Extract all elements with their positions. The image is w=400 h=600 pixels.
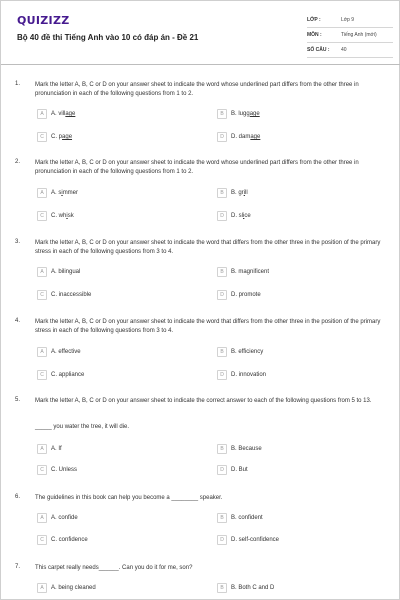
question-text: Mark the letter A, B, C or D on your answer sheet to indicate the word whose underlined part differs from the other three in pronunciation in each of the following questions from 1 to 2. — [35, 160, 359, 175]
option-c[interactable]: C C. confidence — [37, 535, 187, 547]
question-text: Mark the letter A, B, C or D on your answer sheet to indicate the word that differs from the other three in the position of the primary stress in each of the following questions from 3 to 4. — [35, 319, 381, 334]
option-b[interactable]: B B. grill — [217, 188, 367, 200]
question-number: 3. — [15, 239, 21, 245]
option-letter-box: B — [217, 583, 227, 593]
option-letter-box: B — [217, 513, 227, 523]
option-letter-box: A — [37, 444, 47, 454]
option-c[interactable]: C C. appliance — [37, 370, 187, 382]
option-a[interactable]: A A. confide — [37, 513, 187, 525]
meta-row-question-count — [307, 44, 393, 58]
question-text: Mark the letter A, B, C or D on your answer sheet to indicate the correct answer to each of the following questions from 5 to 13. — [35, 398, 372, 404]
worksheet-header — [1, 1, 400, 65]
question-number: 5. — [15, 397, 21, 403]
option-letter-box: C — [37, 370, 47, 380]
option-d[interactable]: D D. innovation — [217, 370, 367, 382]
option-letter-box: D — [217, 465, 227, 475]
option-c[interactable]: C C. Unless — [37, 465, 187, 477]
option-letter-box: B — [217, 444, 227, 454]
option-d[interactable]: D D. damage — [217, 132, 367, 144]
option-a[interactable]: A A. simmer — [37, 188, 187, 200]
question-number: 4. — [15, 318, 21, 324]
question-sentence: _____ you water the tree, it will die. — [35, 424, 130, 430]
option-b[interactable]: B B. luggage — [217, 109, 367, 121]
meta-label: SỐ CÂU : — [307, 47, 330, 53]
option-letter-box: C — [37, 535, 47, 545]
option-d[interactable]: D D. slice — [217, 211, 367, 223]
question-number: 7. — [15, 564, 21, 570]
option-letter-box: B — [217, 109, 227, 119]
option-d[interactable]: D D. But — [217, 465, 367, 477]
meta-underline — [307, 27, 393, 28]
option-letter-box: A — [37, 188, 47, 198]
meta-value: Lớp 9 — [341, 17, 355, 23]
option-letter-box: A — [37, 109, 47, 119]
option-b[interactable]: B B. Both C and D — [217, 583, 367, 595]
meta-underline — [307, 57, 393, 58]
question-number: 6. — [15, 494, 21, 500]
quizizz-logo[interactable]: QUIZIZZ — [17, 14, 70, 27]
worksheet-title: Bộ 40 đề thi Tiếng Anh vào 10 có đáp án - Đề 21 — [17, 33, 199, 42]
question-text: The guidelines in this book can help you become a ________ speaker. — [35, 495, 223, 501]
option-letter-box: B — [217, 267, 227, 277]
question-number: 2. — [15, 159, 21, 165]
question-text: This carpet really needs______. Can you do it for me, son? — [35, 565, 193, 571]
option-b[interactable]: B B. confident — [217, 513, 367, 525]
option-a[interactable]: A A. village — [37, 109, 187, 121]
option-d[interactable]: D D. promote — [217, 290, 367, 302]
option-letter-box: D — [217, 370, 227, 380]
option-letter-box: A — [37, 267, 47, 277]
option-c[interactable]: C C. inaccessible — [37, 290, 187, 302]
option-letter-box: C — [37, 465, 47, 475]
option-letter-box: A — [37, 347, 47, 357]
option-b[interactable]: B B. magnificent — [217, 267, 367, 279]
option-a[interactable]: A A. effective — [37, 347, 187, 359]
option-letter-box: D — [217, 132, 227, 142]
option-letter-box: B — [217, 188, 227, 198]
option-letter-box: D — [217, 211, 227, 221]
option-c[interactable]: C C. whisk — [37, 211, 187, 223]
meta-row-grade — [307, 14, 393, 28]
option-letter-box: B — [217, 347, 227, 357]
option-d[interactable]: D D. self-confidence — [217, 535, 367, 547]
question-text: Mark the letter A, B, C or D on your answer sheet to indicate the word that differs from the other three in the position of the primary stress in each of the following questions from 3 to 4. — [35, 240, 381, 255]
option-letter-box: A — [37, 513, 47, 523]
meta-label: LỚP : — [307, 17, 321, 23]
meta-underline — [307, 42, 393, 43]
option-letter-box: D — [217, 290, 227, 300]
option-letter-box: C — [37, 211, 47, 221]
option-c[interactable]: C C. page — [37, 132, 187, 144]
meta-label: MÔN : — [307, 32, 322, 38]
option-b[interactable]: B B. efficiency — [217, 347, 367, 359]
option-letter-box: A — [37, 583, 47, 593]
meta-value: 40 — [341, 47, 347, 53]
option-a[interactable]: A A. If — [37, 444, 187, 456]
option-letter-box: D — [217, 535, 227, 545]
option-letter-box: C — [37, 132, 47, 142]
option-a[interactable]: A A. being cleaned — [37, 583, 187, 595]
option-a[interactable]: A A. bilingual — [37, 267, 187, 279]
option-letter-box: C — [37, 290, 47, 300]
question-text: Mark the letter A, B, C or D on your answer sheet to indicate the word whose underlined part differs from the other three in pronunciation in each of the following questions from 1 to 2. — [35, 82, 359, 97]
meta-row-subject — [307, 29, 393, 43]
question-number: 1. — [15, 81, 21, 87]
option-b[interactable]: B B. Because — [217, 444, 367, 456]
meta-value: Tiếng Anh (mới) — [341, 32, 377, 38]
